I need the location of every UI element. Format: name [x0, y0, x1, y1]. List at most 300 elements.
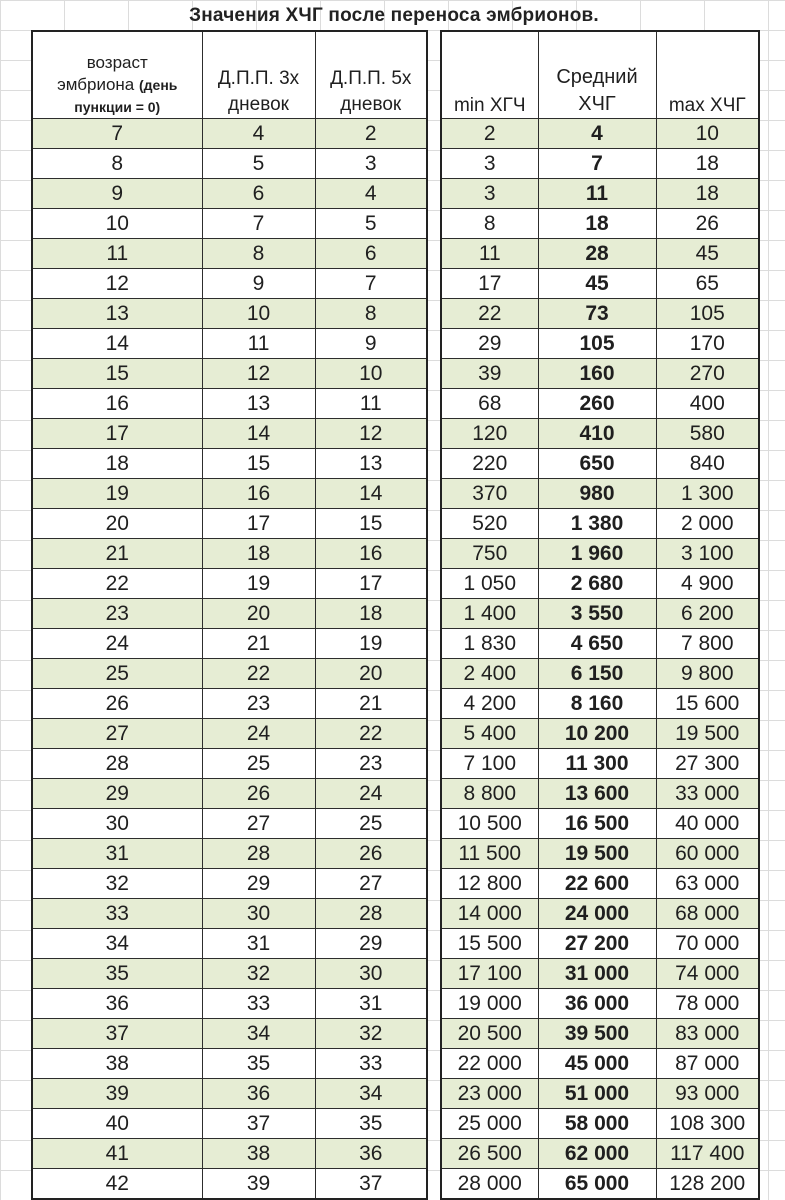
- cell-dpp-5day: 4: [315, 178, 427, 208]
- cell-dpp-3day: 18: [202, 538, 315, 568]
- cell-max-hcg: 2 000: [656, 508, 759, 538]
- table-row: [441, 868, 759, 898]
- table-row: [32, 958, 427, 988]
- header-dpp5-line1: Д.П.П. 5х: [330, 67, 412, 89]
- header-age-line2: [33, 74, 202, 96]
- cell-dpp-5day: 2: [315, 118, 427, 148]
- cell-avg-hcg: 45 000: [538, 1048, 656, 1078]
- cell-embryo-age: 22: [32, 568, 202, 598]
- cell-min-hcg: 19 000: [441, 988, 538, 1018]
- cell-min-hcg: 11: [441, 238, 538, 268]
- cell-dpp-3day: 30: [202, 898, 315, 928]
- cell-min-hcg: 1 050: [441, 568, 538, 598]
- cell-max-hcg: 45: [656, 238, 759, 268]
- table-row: [32, 898, 427, 928]
- cell-embryo-age: 14: [32, 328, 202, 358]
- cell-embryo-age: 7: [32, 118, 202, 148]
- cell-min-hcg: 25 000: [441, 1108, 538, 1138]
- cell-max-hcg: 117 400: [656, 1138, 759, 1168]
- header-age-line1: возраст: [86, 52, 148, 72]
- table-row: [32, 238, 427, 268]
- cell-dpp-3day: 26: [202, 778, 315, 808]
- cell-avg-hcg: 19 500: [538, 838, 656, 868]
- cell-dpp-5day: 25: [315, 808, 427, 838]
- table-row: [32, 568, 427, 598]
- cell-dpp-3day: 28: [202, 838, 315, 868]
- cell-avg-hcg: 3 550: [538, 598, 656, 628]
- table-row: [32, 628, 427, 658]
- hcg-values-table: [440, 30, 760, 1200]
- cell-embryo-age: 17: [32, 418, 202, 448]
- cell-dpp-5day: 27: [315, 868, 427, 898]
- cell-max-hcg: 78 000: [656, 988, 759, 1018]
- table-row: [32, 118, 427, 148]
- cell-embryo-age: 37: [32, 1018, 202, 1048]
- cell-embryo-age: 40: [32, 1108, 202, 1138]
- cell-min-hcg: 29: [441, 328, 538, 358]
- cell-avg-hcg: 73: [538, 298, 656, 328]
- table-row: [441, 748, 759, 778]
- cell-avg-hcg: 410: [538, 418, 656, 448]
- cell-dpp-5day: 20: [315, 658, 427, 688]
- cell-embryo-age: 33: [32, 898, 202, 928]
- right-table-body: [441, 118, 759, 1199]
- table-row: [441, 358, 759, 388]
- cell-avg-hcg: 45: [538, 268, 656, 298]
- cell-dpp-3day: 19: [202, 568, 315, 598]
- cell-min-hcg: 28 000: [441, 1168, 538, 1199]
- cell-dpp-5day: 10: [315, 358, 427, 388]
- header-max-hcg: max ХЧГ: [656, 31, 759, 118]
- cell-min-hcg: 10 500: [441, 808, 538, 838]
- cell-embryo-age: 42: [32, 1168, 202, 1199]
- cell-max-hcg: 4 900: [656, 568, 759, 598]
- cell-embryo-age: 13: [32, 298, 202, 328]
- cell-max-hcg: 74 000: [656, 958, 759, 988]
- cell-max-hcg: 270: [656, 358, 759, 388]
- cell-dpp-5day: 7: [315, 268, 427, 298]
- cell-embryo-age: 25: [32, 658, 202, 688]
- table-row: [441, 1048, 759, 1078]
- cell-min-hcg: 17 100: [441, 958, 538, 988]
- cell-max-hcg: 3 100: [656, 538, 759, 568]
- cell-avg-hcg: 65 000: [538, 1168, 656, 1199]
- cell-dpp-3day: 21: [202, 628, 315, 658]
- cell-avg-hcg: 31 000: [538, 958, 656, 988]
- cell-dpp-5day: 35: [315, 1108, 427, 1138]
- cell-embryo-age: 9: [32, 178, 202, 208]
- table-row: [441, 928, 759, 958]
- table-row: [441, 1168, 759, 1199]
- cell-dpp-3day: 10: [202, 298, 315, 328]
- cell-dpp-5day: 5: [315, 208, 427, 238]
- table-row: [32, 148, 427, 178]
- table-row: [441, 838, 759, 868]
- cell-embryo-age: 27: [32, 718, 202, 748]
- cell-dpp-5day: 13: [315, 448, 427, 478]
- cell-max-hcg: 7 800: [656, 628, 759, 658]
- cell-max-hcg: 18: [656, 148, 759, 178]
- cell-max-hcg: 128 200: [656, 1168, 759, 1199]
- table-row: [32, 1078, 427, 1108]
- table-row: [441, 148, 759, 178]
- table-row: [441, 298, 759, 328]
- table-row: [441, 1138, 759, 1168]
- cell-max-hcg: 15 600: [656, 688, 759, 718]
- table-row: [32, 178, 427, 208]
- header-min-hcg: min ХГЧ: [441, 31, 538, 118]
- table-row: [441, 688, 759, 718]
- cell-embryo-age: 38: [32, 1048, 202, 1078]
- cell-min-hcg: 4 200: [441, 688, 538, 718]
- table-row: [32, 1138, 427, 1168]
- header-row: [32, 31, 427, 118]
- cell-dpp-3day: 4: [202, 118, 315, 148]
- table-row: [32, 688, 427, 718]
- cell-avg-hcg: 51 000: [538, 1078, 656, 1108]
- table-row: [441, 268, 759, 298]
- table-row: [441, 1018, 759, 1048]
- table-row: [32, 508, 427, 538]
- cell-dpp-3day: 24: [202, 718, 315, 748]
- cell-dpp-3day: 22: [202, 658, 315, 688]
- cell-embryo-age: 19: [32, 478, 202, 508]
- cell-avg-hcg: 8 160: [538, 688, 656, 718]
- table-row: [32, 478, 427, 508]
- cell-dpp-5day: 21: [315, 688, 427, 718]
- cell-avg-hcg: 58 000: [538, 1108, 656, 1138]
- cell-dpp-3day: 25: [202, 748, 315, 778]
- cell-min-hcg: 22: [441, 298, 538, 328]
- cell-dpp-5day: 34: [315, 1078, 427, 1108]
- embryo-age-table: [31, 30, 428, 1200]
- cell-dpp-5day: 32: [315, 1018, 427, 1048]
- cell-min-hcg: 26 500: [441, 1138, 538, 1168]
- cell-dpp-3day: 38: [202, 1138, 315, 1168]
- table-row: [32, 448, 427, 478]
- cell-embryo-age: 15: [32, 358, 202, 388]
- cell-embryo-age: 8: [32, 148, 202, 178]
- cell-dpp-3day: 8: [202, 238, 315, 268]
- table-title: Значения ХЧГ после переноса эмбрионов.: [189, 5, 599, 26]
- table-row: [441, 328, 759, 358]
- left-table-body: [32, 118, 427, 1199]
- cell-max-hcg: 10: [656, 118, 759, 148]
- cell-dpp-5day: 30: [315, 958, 427, 988]
- cell-max-hcg: 65: [656, 268, 759, 298]
- cell-min-hcg: 3: [441, 178, 538, 208]
- cell-max-hcg: 26: [656, 208, 759, 238]
- table-row: [32, 328, 427, 358]
- cell-embryo-age: 30: [32, 808, 202, 838]
- cell-avg-hcg: 27 200: [538, 928, 656, 958]
- header-row: [441, 31, 759, 118]
- table-row: [32, 268, 427, 298]
- cell-min-hcg: 23 000: [441, 1078, 538, 1108]
- cell-min-hcg: 1 830: [441, 628, 538, 658]
- cell-dpp-5day: 6: [315, 238, 427, 268]
- cell-dpp-5day: 17: [315, 568, 427, 598]
- table-row: [441, 628, 759, 658]
- table-row: [32, 1108, 427, 1138]
- cell-dpp-5day: 8: [315, 298, 427, 328]
- table-row: [441, 598, 759, 628]
- cell-embryo-age: 34: [32, 928, 202, 958]
- cell-dpp-5day: 33: [315, 1048, 427, 1078]
- cell-embryo-age: 21: [32, 538, 202, 568]
- table-row: [441, 238, 759, 268]
- cell-dpp-5day: 29: [315, 928, 427, 958]
- cell-avg-hcg: 980: [538, 478, 656, 508]
- cell-embryo-age: 23: [32, 598, 202, 628]
- cell-min-hcg: 2 400: [441, 658, 538, 688]
- cell-avg-hcg: 28: [538, 238, 656, 268]
- cell-embryo-age: 35: [32, 958, 202, 988]
- cell-avg-hcg: 36 000: [538, 988, 656, 1018]
- cell-dpp-3day: 39: [202, 1168, 315, 1199]
- cell-min-hcg: 520: [441, 508, 538, 538]
- cell-dpp-5day: 16: [315, 538, 427, 568]
- table-row: [32, 538, 427, 568]
- cell-dpp-3day: 12: [202, 358, 315, 388]
- cell-dpp-3day: 14: [202, 418, 315, 448]
- header-dpp-5day: [315, 31, 427, 118]
- cell-max-hcg: 19 500: [656, 718, 759, 748]
- cell-dpp-3day: 31: [202, 928, 315, 958]
- cell-dpp-5day: 11: [315, 388, 427, 418]
- cell-dpp-3day: 17: [202, 508, 315, 538]
- cell-dpp-3day: 36: [202, 1078, 315, 1108]
- header-dpp3-line1: Д.П.П. 3х: [217, 67, 300, 89]
- cell-min-hcg: 17: [441, 268, 538, 298]
- header-dpp5-line2: дневок: [340, 93, 402, 115]
- cell-min-hcg: 5 400: [441, 718, 538, 748]
- header-avg-line1: Средний: [556, 65, 638, 88]
- table-row: [441, 478, 759, 508]
- table-row: [441, 568, 759, 598]
- cell-max-hcg: 105: [656, 298, 759, 328]
- cell-dpp-5day: 18: [315, 598, 427, 628]
- cell-dpp-5day: 23: [315, 748, 427, 778]
- cell-embryo-age: 39: [32, 1078, 202, 1108]
- table-row: [441, 538, 759, 568]
- cell-min-hcg: 7 100: [441, 748, 538, 778]
- table-row: [441, 508, 759, 538]
- cell-embryo-age: 16: [32, 388, 202, 418]
- table-row: [441, 178, 759, 208]
- cell-avg-hcg: 1 960: [538, 538, 656, 568]
- cell-max-hcg: 1 300: [656, 478, 759, 508]
- cell-avg-hcg: 105: [538, 328, 656, 358]
- cell-dpp-3day: 35: [202, 1048, 315, 1078]
- table-row: [441, 988, 759, 1018]
- cell-dpp-5day: 24: [315, 778, 427, 808]
- cell-max-hcg: 60 000: [656, 838, 759, 868]
- cell-avg-hcg: 16 500: [538, 808, 656, 838]
- cell-avg-hcg: 39 500: [538, 1018, 656, 1048]
- cell-max-hcg: 170: [656, 328, 759, 358]
- table-row: [32, 928, 427, 958]
- table-row: [441, 118, 759, 148]
- cell-min-hcg: 370: [441, 478, 538, 508]
- table-row: [32, 658, 427, 688]
- cell-min-hcg: 15 500: [441, 928, 538, 958]
- cell-min-hcg: 1 400: [441, 598, 538, 628]
- cell-dpp-3day: 7: [202, 208, 315, 238]
- cell-dpp-5day: 37: [315, 1168, 427, 1199]
- cell-avg-hcg: 10 200: [538, 718, 656, 748]
- cell-embryo-age: 12: [32, 268, 202, 298]
- cell-dpp-3day: 6: [202, 178, 315, 208]
- cell-avg-hcg: 160: [538, 358, 656, 388]
- table-row: [32, 718, 427, 748]
- cell-max-hcg: 580: [656, 418, 759, 448]
- cell-avg-hcg: 4: [538, 118, 656, 148]
- table-row: [32, 1168, 427, 1199]
- cell-max-hcg: 18: [656, 178, 759, 208]
- cell-embryo-age: 31: [32, 838, 202, 868]
- header-age-line3: пункции = 0): [74, 98, 161, 115]
- cell-embryo-age: 29: [32, 778, 202, 808]
- table-row: [441, 958, 759, 988]
- table-row: [441, 778, 759, 808]
- cell-min-hcg: 750: [441, 538, 538, 568]
- cell-max-hcg: 40 000: [656, 808, 759, 838]
- cell-max-hcg: 400: [656, 388, 759, 418]
- cell-min-hcg: 22 000: [441, 1048, 538, 1078]
- cell-embryo-age: 26: [32, 688, 202, 718]
- cell-dpp-5day: 19: [315, 628, 427, 658]
- cell-avg-hcg: 4 650: [538, 628, 656, 658]
- cell-min-hcg: 8: [441, 208, 538, 238]
- cell-dpp-5day: 26: [315, 838, 427, 868]
- cell-embryo-age: 32: [32, 868, 202, 898]
- cell-max-hcg: 27 300: [656, 748, 759, 778]
- table-row: [32, 988, 427, 1018]
- cell-dpp-3day: 32: [202, 958, 315, 988]
- cell-avg-hcg: 260: [538, 388, 656, 418]
- cell-avg-hcg: 7: [538, 148, 656, 178]
- cell-avg-hcg: 11: [538, 178, 656, 208]
- cell-max-hcg: 33 000: [656, 778, 759, 808]
- header-age-line2-a: эмбриона: [57, 74, 135, 94]
- header-embryo-age: [32, 31, 202, 118]
- header-dpp3-line2: дневок: [228, 93, 289, 115]
- cell-dpp-5day: 28: [315, 898, 427, 928]
- cell-min-hcg: 220: [441, 448, 538, 478]
- cell-avg-hcg: 22 600: [538, 868, 656, 898]
- cell-avg-hcg: 13 600: [538, 778, 656, 808]
- cell-min-hcg: 39: [441, 358, 538, 388]
- cell-max-hcg: 70 000: [656, 928, 759, 958]
- cell-dpp-5day: 9: [315, 328, 427, 358]
- cell-dpp-3day: 29: [202, 868, 315, 898]
- cell-min-hcg: 11 500: [441, 838, 538, 868]
- table-row: [32, 298, 427, 328]
- table-row: [441, 1108, 759, 1138]
- cell-dpp-5day: 22: [315, 718, 427, 748]
- cell-dpp-3day: 13: [202, 388, 315, 418]
- table-row: [441, 1078, 759, 1108]
- table-row: [441, 448, 759, 478]
- cell-max-hcg: 108 300: [656, 1108, 759, 1138]
- cell-dpp-3day: 37: [202, 1108, 315, 1138]
- table-row: [32, 358, 427, 388]
- cell-min-hcg: 20 500: [441, 1018, 538, 1048]
- cell-dpp-3day: 23: [202, 688, 315, 718]
- cell-min-hcg: 3: [441, 148, 538, 178]
- table-row: [32, 388, 427, 418]
- cell-min-hcg: 2: [441, 118, 538, 148]
- cell-max-hcg: 83 000: [656, 1018, 759, 1048]
- table-row: [32, 868, 427, 898]
- table-row: [441, 658, 759, 688]
- table-row: [441, 718, 759, 748]
- cell-embryo-age: 24: [32, 628, 202, 658]
- table-row: [32, 598, 427, 628]
- cell-dpp-5day: 15: [315, 508, 427, 538]
- table-row: [32, 838, 427, 868]
- cell-avg-hcg: 650: [538, 448, 656, 478]
- cell-dpp-5day: 36: [315, 1138, 427, 1168]
- cell-max-hcg: 840: [656, 448, 759, 478]
- table-row: [32, 748, 427, 778]
- cell-dpp-3day: 33: [202, 988, 315, 1018]
- cell-max-hcg: 93 000: [656, 1078, 759, 1108]
- table-row: [32, 1048, 427, 1078]
- cell-min-hcg: 8 800: [441, 778, 538, 808]
- cell-dpp-3day: 34: [202, 1018, 315, 1048]
- table-row: [32, 1018, 427, 1048]
- header-age-line2-b: (день: [138, 76, 178, 93]
- cell-min-hcg: 14 000: [441, 898, 538, 928]
- cell-avg-hcg: 1 380: [538, 508, 656, 538]
- cell-max-hcg: 87 000: [656, 1048, 759, 1078]
- cell-embryo-age: 11: [32, 238, 202, 268]
- cell-avg-hcg: 62 000: [538, 1138, 656, 1168]
- cell-dpp-5day: 14: [315, 478, 427, 508]
- table-row: [32, 778, 427, 808]
- cell-min-hcg: 120: [441, 418, 538, 448]
- cell-avg-hcg: 18: [538, 208, 656, 238]
- cell-embryo-age: 41: [32, 1138, 202, 1168]
- cell-dpp-5day: 12: [315, 418, 427, 448]
- cell-min-hcg: 12 800: [441, 868, 538, 898]
- cell-max-hcg: 9 800: [656, 658, 759, 688]
- table-row: [32, 418, 427, 448]
- cell-avg-hcg: 2 680: [538, 568, 656, 598]
- cell-dpp-3day: 11: [202, 328, 315, 358]
- cell-embryo-age: 20: [32, 508, 202, 538]
- header-dpp-3day: [202, 31, 315, 118]
- cell-max-hcg: 68 000: [656, 898, 759, 928]
- cell-embryo-age: 36: [32, 988, 202, 1018]
- table-row: [441, 208, 759, 238]
- cell-dpp-5day: 31: [315, 988, 427, 1018]
- cell-dpp-3day: 16: [202, 478, 315, 508]
- table-row: [441, 418, 759, 448]
- header-avg-hcg: [538, 31, 656, 118]
- table-row: [441, 898, 759, 928]
- cell-dpp-3day: 9: [202, 268, 315, 298]
- cell-dpp-3day: 27: [202, 808, 315, 838]
- header-avg-line2: ХЧГ: [578, 92, 616, 115]
- table-row: [441, 808, 759, 838]
- cell-avg-hcg: 6 150: [538, 658, 656, 688]
- cell-dpp-5day: 3: [315, 148, 427, 178]
- cell-dpp-3day: 15: [202, 448, 315, 478]
- cell-avg-hcg: 24 000: [538, 898, 656, 928]
